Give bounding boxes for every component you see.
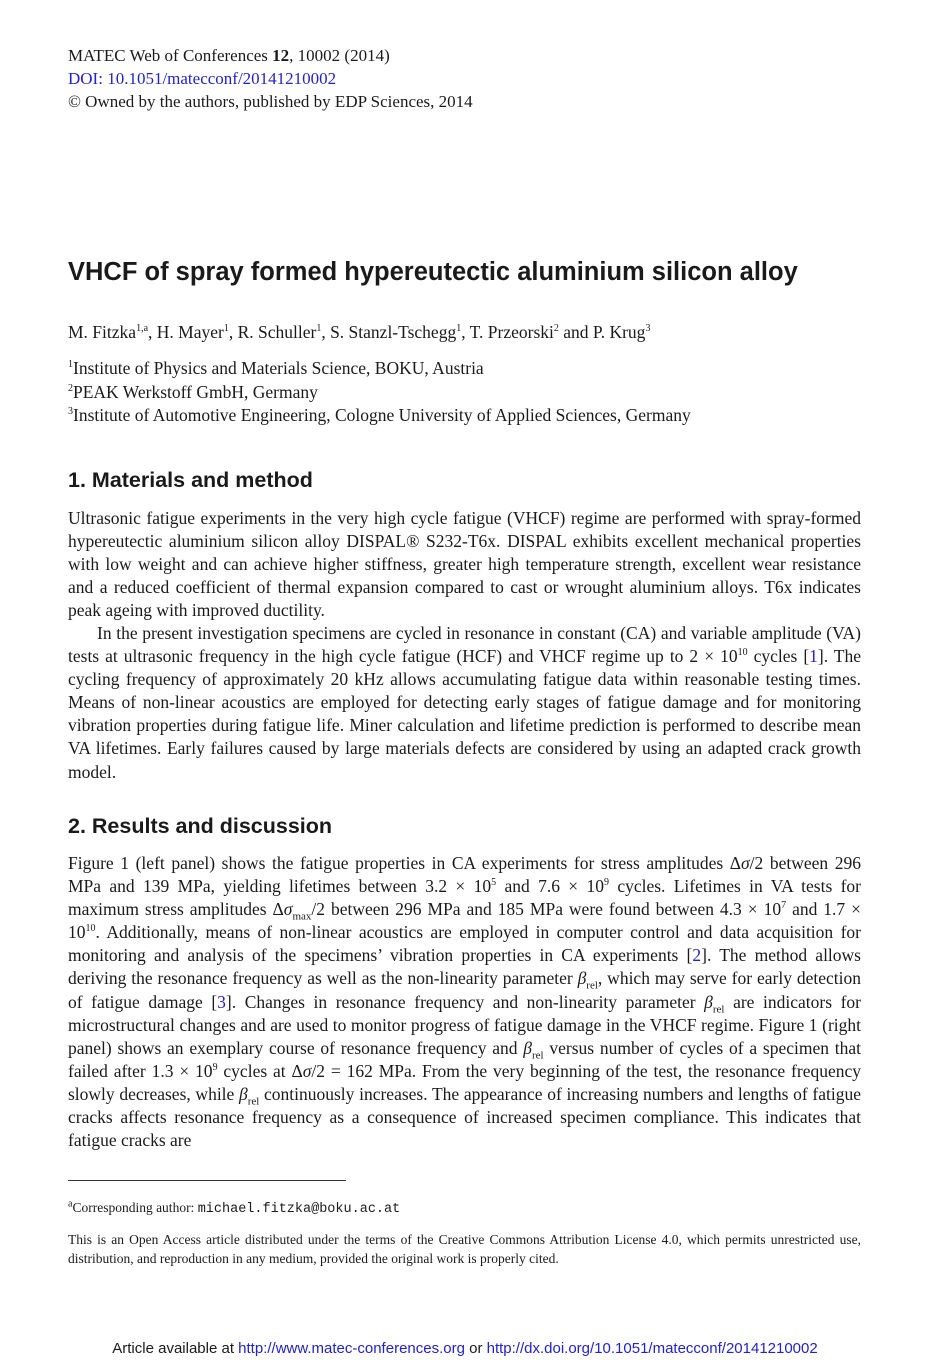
author: S. Stanzl-Tschegg	[330, 322, 457, 342]
journal-header	[68, 44, 473, 113]
corresponding-author-footnote: $^a$Corresponding author: michael.fitzka@boku.ac.at	[68, 1198, 401, 1217]
author-sup: 3	[645, 323, 651, 335]
affiliation: $^1$Institute of Physics and Materials Science, BOKU, Austria	[68, 358, 484, 378]
affiliation: $^3$Institute of Automotive Engineering, Cologne University of Applied Sciences, Germany	[68, 405, 691, 425]
citation-link[interactable]: 2	[692, 945, 702, 966]
copyright-line: © Owned by the authors, published by EDP Sciences, 2014	[68, 92, 473, 111]
author: T. Przeorski	[469, 322, 554, 342]
author: H. Mayer	[156, 322, 224, 342]
article-availability-line: Article available at http://www.matec-conferences.org or http://dx.doi.org/10.1051/matecconf/20141210002	[112, 1340, 818, 1357]
journal-volume: 12	[272, 46, 290, 65]
author-sup: 1	[316, 323, 322, 335]
license-notice: This is an Open Access article distributed under the terms of the Creative Commons Attribution License 4.0, which permits unrestricted use, distribution, and reproduction in any medium, provided the original work is properly cited.	[68, 1232, 861, 1266]
author-sup: 1	[223, 323, 229, 335]
author: M. Fitzka	[68, 322, 137, 342]
matec-url-link[interactable]: http://www.matec-conferences.org	[238, 1340, 465, 1357]
section-heading-materials: 1. Materials and method	[68, 468, 313, 492]
doi-url-link[interactable]: http://dx.doi.org/10.1051/matecconf/20141210002	[486, 1340, 818, 1357]
affiliation: $^2$PEAK Werkstoff GmbH, Germany	[68, 381, 318, 402]
journal-citation: MATEC Web of Conferences 12, 10002 (2014)	[68, 46, 390, 65]
author-list: M. Fitzka$^{1,a}$, H. Mayer$^1$, R. Schuller$^1$, S. Stanzl-Tschegg$^1$, T. Przeorski$^2$ and P. Krug$^3$	[68, 322, 651, 342]
author-sup: 2	[553, 323, 559, 335]
paragraph: In the present investigation specimens are cycled in resonance in constant (CA) and variable amplitude (VA) tests at ultrasonic frequency in the high cycle fatigue (HCF) and VHCF regime up to $2 \times 10^{10}$ cycles [1]. The cycling frequency of approximately 20 kHz allows accumulating fatigue data within reasonable testing times. Means of non-linear acoustics are employed for detecting early stages of fatigue damage and for monitoring vibration properties during fatigue life. Miner calculation and lifetime prediction is performed to describe mean VA lifetimes. Early failures caused by large materials defects are considered by using an adapted crack growth model.	[68, 623, 862, 782]
paragraph: Figure 1 (left panel) shows the fatigue properties in CA experiments for stress amplitudes Δσ/2 between 296 MPa and 139 MPa, yielding lifetimes between $3.2 \times 10^5$ and $7.6 \times 10^9$ cycles. Lifetimes in VA tests for maximum stress amplitudes $\Delta\sigma_{max}/2$ between 296 MPa and 185 MPa were found between $4.3 \times 10^7$ and $1.7 \times 10^{10}$. Additionally, means of non-linear acoustics are employed in computer control and data acquisition for monitoring and analysis of the specimens’ vibration properties in CA experiments [2]. The method allows deriving the resonance frequency as well as the non-linearity parameter $\beta_{rel}$, which may serve for early detection of fatigue damage [3]. Changes in resonance frequency and non-linearity parameter $\beta_{rel}$ are indicators for microstructural changes and are used to monitor progress of fatigue damage in the VHCF regime. Figure 1 (right panel) shows an exemplary course of resonance frequency and $\beta_{rel}$ versus number of cycles of a specimen that failed after $1.3 \times 10^9$ cycles at Δσ/2 = 162 MPa. From the very beginning of the test, the resonance frequency slowly decreases, while $\beta_{rel}$ continuously increases. The appearance of increasing numbers and lengths of fatigue cracks affects resonance frequency as a consequence of increased specimen compliance. This indicates that fatigue cracks are	[68, 853, 862, 1151]
author: R. Schuller	[237, 322, 317, 342]
citation-link[interactable]: 3	[217, 991, 226, 1012]
doi-link[interactable]: DOI: 10.1051/matecconf/20141210002	[68, 69, 337, 88]
author-sup: 1	[456, 323, 462, 335]
section-heading-results: 2. Results and discussion	[68, 814, 333, 838]
footnote-divider	[68, 1180, 346, 1181]
affiliation-list	[68, 357, 691, 428]
author-email[interactable]: michael.fitzka@boku.ac.at	[197, 1202, 401, 1217]
citation-link[interactable]: 1	[809, 646, 818, 667]
paper-title: VHCF of spray formed hypereutectic aluminium silicon alloy	[68, 258, 798, 286]
paragraph: Ultrasonic fatigue experiments in the very high cycle fatigue (VHCF) regime are performed with spray-formed hypereutectic aluminium silicon alloy DISPAL® S232-T6x. DISPAL exhibits excellent mechanical properties with low weight and can achieve higher stiffness, greater high temperature strength, excellent wear resistance and a reduced coefficient of thermal expansion compared to cast or wrought aluminium alloys. T6x indicates peak ageing with improved ductility.	[68, 508, 861, 621]
author: P. Krug	[592, 322, 646, 342]
author-sup: 1,a	[136, 323, 149, 335]
